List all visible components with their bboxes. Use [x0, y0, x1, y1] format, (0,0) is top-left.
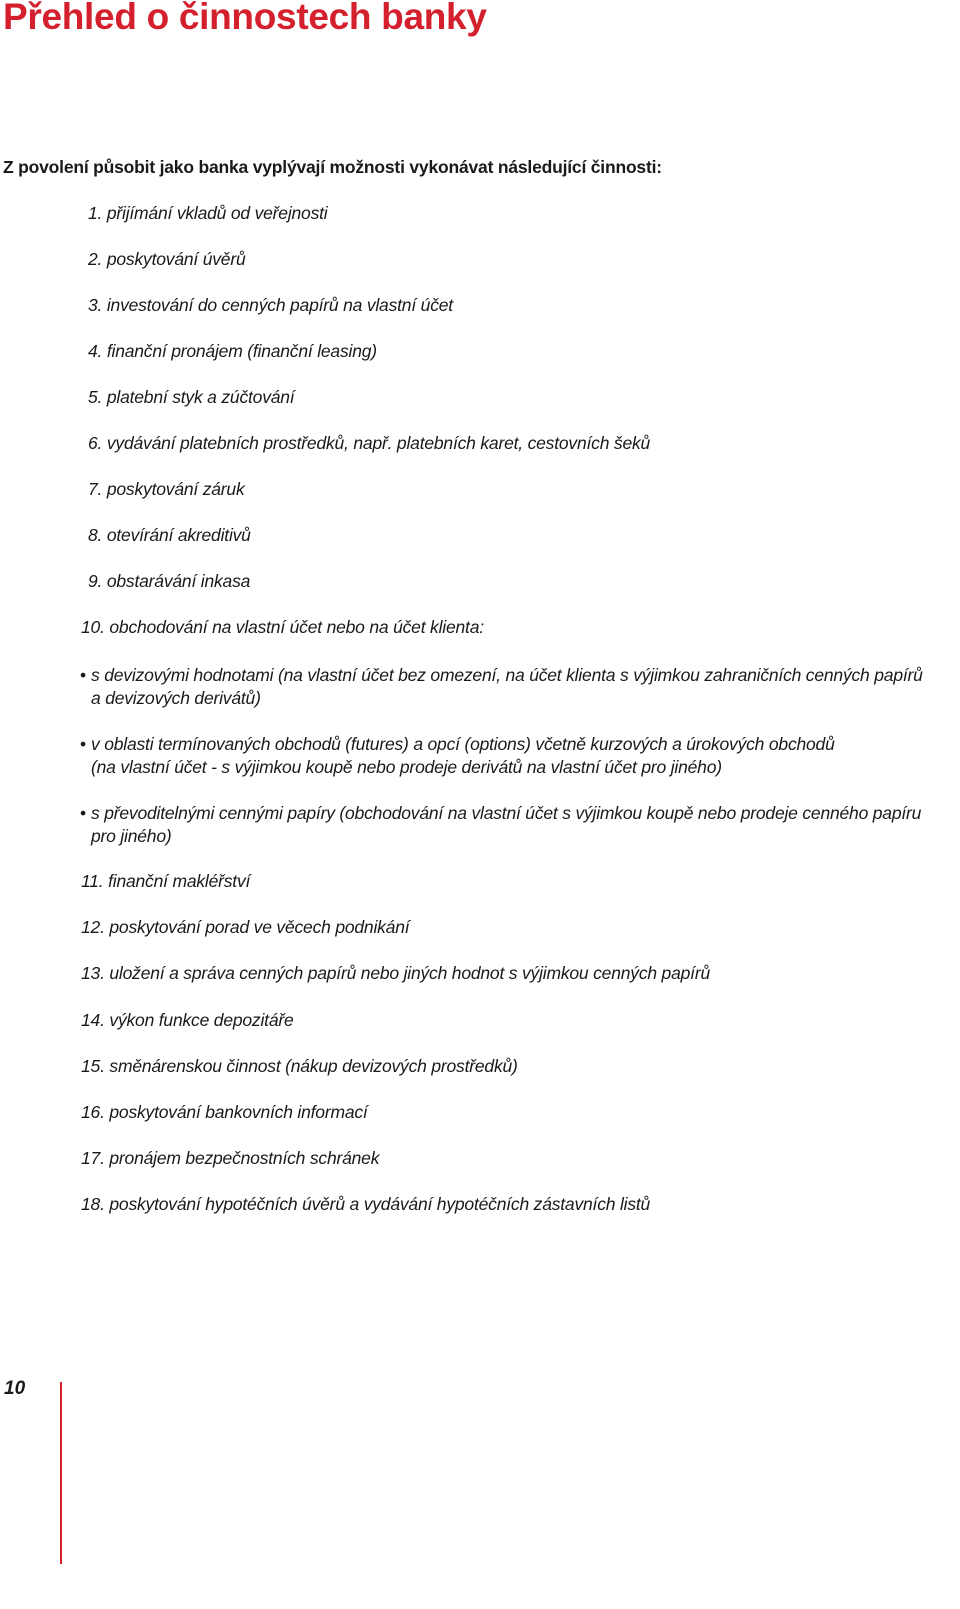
list-item: 1. přijímání vkladů od veřejnosti: [88, 203, 328, 223]
list-item: 3. investování do cenných papírů na vlastní účet: [88, 295, 453, 315]
list-item: 8. otevírání akreditivů: [88, 525, 251, 545]
list-item: 18. poskytování hypotéčních úvěrů a vydávání hypotéčních zástavních listů: [81, 1194, 651, 1214]
list-item: 16. poskytování bankovních informací: [81, 1102, 368, 1122]
list-item: 14. výkon funkce depozitáře: [81, 1010, 294, 1030]
page-title: Přehled o činnostech banky: [3, 0, 487, 37]
bullet-line: s převoditelnými cennými papíry (obchodování na vlastní účet s výjimkou koupě nebo prodeje cenného papíru: [91, 803, 922, 823]
bullet-icon: •: [80, 665, 86, 685]
list-item: 5. platební styk a zúčtování: [88, 387, 295, 407]
page-number: 10: [4, 1378, 26, 1399]
bullet-line: (na vlastní účet - s výjimkou koupě nebo prodeje derivátů na vlastní účet pro jiného): [91, 757, 722, 777]
list-item: 7. poskytování záruk: [88, 479, 245, 499]
list-item: 12. poskytování porad ve věcech podnikání: [81, 917, 410, 937]
bullet-item: [80, 664, 923, 710]
list-item: 2. poskytování úvěrů: [88, 249, 246, 269]
list-item: 11. finanční makléřství: [81, 871, 251, 891]
page-divider: [60, 1382, 62, 1564]
bullet-icon: •: [80, 734, 86, 754]
bullet-item: [80, 733, 835, 779]
list-item: 15. směnárenskou činnost (nákup devizových prostředků): [81, 1056, 518, 1076]
list-item: 10. obchodování na vlastní účet nebo na účet klienta:: [81, 617, 484, 637]
list-item: 17. pronájem bezpečnostních schránek: [81, 1148, 380, 1168]
intro-text: Z povolení působit jako banka vyplývají možnosti vykonávat následující činnosti:: [3, 157, 662, 177]
bullet-line: s devizovými hodnotami (na vlastní účet bez omezení, na účet klienta s výjimkou zahraničních cenných papírů: [91, 665, 923, 685]
bullet-line: pro jiného): [91, 826, 172, 846]
bullet-line: a devizových derivátů): [91, 688, 261, 708]
list-item: 13. uložení a správa cenných papírů nebo jiných hodnot s výjimkou cenných papírů: [81, 963, 710, 983]
list-item: 4. finanční pronájem (finanční leasing): [88, 341, 377, 361]
bullet-icon: •: [80, 803, 86, 823]
bullet-line: v oblasti termínovaných obchodů (futures) a opcí (options) včetně kurzových a úrokových obchodů: [91, 734, 835, 754]
list-item: 9. obstarávání inkasa: [88, 571, 251, 591]
list-item: 6. vydávání platebních prostředků, např. platebních karet, cestovních šeků: [88, 433, 651, 453]
bullet-item: [80, 802, 921, 848]
